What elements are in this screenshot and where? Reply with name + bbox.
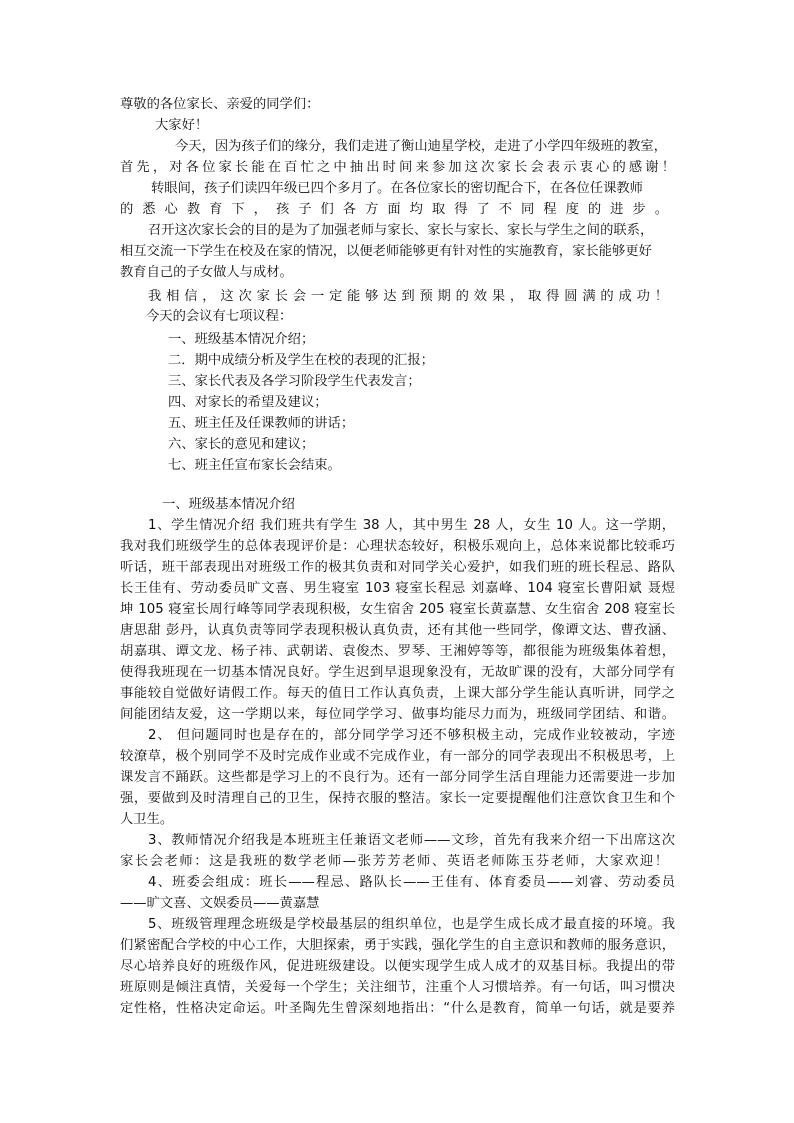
section-title: 一、班级基本情况介绍 <box>162 497 295 512</box>
agenda-item: 五、班主任及任课教师的讲话； <box>168 416 355 431</box>
body-line: 尽心培养良好的班级作风，促进班级建设。以便实现学生成人成才的双基目标。我提出的带 <box>120 959 675 974</box>
intro-line: 教育自己的子女做人与成材。 <box>120 265 293 280</box>
agenda-item: 四、对家长的希望及建议； <box>168 395 328 410</box>
body-line: 4、班委会组成：班长——程忌、路队长——王佳有、体育委员——刘睿、劳动委员 <box>148 875 675 890</box>
body-line: 人卫生。 <box>120 812 174 827</box>
intro-line: 今天，因为孩子们的缘分，我们走进了衡山迪星学校，走进了小学四年级班的教室， <box>175 139 667 154</box>
body-line: ——旷文喜、文娱委员——黄嘉慧 <box>120 896 320 911</box>
body-line: 班原则是倾注真情，关爱每一个学生；关注细节，注重个人习惯培养。有一句话，叫习惯决 <box>120 980 675 995</box>
body-line: 我对我们班级学生的总体表现评价是：心理状态较好，积极乐观向上，总体来说都比较乖巧 <box>120 539 675 554</box>
intro-line: 相互交流一下学生在校及在家的情况，以便老师能够更有针对性的实施教育，家长能够更好 <box>120 244 652 259</box>
body-line: 长王佳有、劳动委员旷文喜、男生寝室 103 寝室长程忌 刘嘉峰、104 寝室长曹阳斌 聂煜 <box>120 581 675 596</box>
body-line: 1、学生情况介绍 我们班共有学生 38 人，其中男生 28 人，女生 10 人。这一学期， <box>148 518 675 533</box>
body-line: 家长会老师：这是我班的数学老师—张芳芳老师、英语老师陈玉芬老师，大家欢迎！ <box>120 854 668 869</box>
body-line: 使得我班现在一切基本情况良好。学生迟到早退现象没有，无故旷课的没有，大部分同学有 <box>120 665 675 680</box>
agenda-item: 三、家长代表及各学习阶段学生代表发言； <box>168 374 421 389</box>
intro-line: 的悉心教育下，孩子们各方面均取得了不同程度的进步。 <box>120 202 668 217</box>
body-line: 5、班级管理理念班级是学校最基层的组织单位，也是学生成长成才最直接的环境。我 <box>148 917 675 932</box>
agenda-item: 六、家长的意见和建议； <box>168 437 315 452</box>
body-line: 事能较自觉做好请假工作。每天的值日工作认真负责，上课大部分学生能认真听讲，同学之 <box>120 686 675 701</box>
agenda-item: 二．期中成绩分析及学生在校的表现的汇报； <box>168 353 434 368</box>
body-line: 2、 但问题同时也是存在的，部分同学学习还不够积极主动，完成作业较被动，字迹 <box>148 728 675 743</box>
hello-line: 大家好！ <box>155 118 209 133</box>
intro-line: 首先，对各位家长能在百忙之中抽出时间来参加这次家长会表示衷心的感谢！ <box>120 160 675 175</box>
body-line: 定性格，性格决定命运。叶圣陶先生曾深刻地指出：“什么是教育，简单一句话，就是要养 <box>120 1001 675 1016</box>
intro-line: 召开这次家长会的目的是为了加强老师与家长、家长与家长、家长与学生之间的联系， <box>148 223 654 238</box>
body-line: 胡嘉琪、谭文龙、杨子祎、武朝诺、袁俊杰、罗琴、王湘婷等等，都很能为班级集体着想， <box>120 644 675 659</box>
body-line: 课发言不踊跃。这些都是学习上的不良行为。还有一部分同学生活自理能力还需要进一步加 <box>120 770 675 785</box>
body-line: 较潦草，极个别同学不及时完成作业或不完成作业，有一部分的同学表现出不积极思考，上 <box>120 749 675 764</box>
body-line: 间能团结友爱，这一学期以来，每位同学学习、做事均能尽力而为，班级同学团结、和谐。 <box>120 707 675 722</box>
agenda-item: 七、班主任宣布家长会结束。 <box>168 458 341 473</box>
body-line: 3、教师情况介绍我是本班班主任兼语文老师——文珍，首先有我来介绍一下出席这次 <box>148 833 675 848</box>
greeting-line: 尊敬的各位家长、亲爱的同学们： <box>120 97 320 112</box>
body-line: 听话，班干部表现出对班级工作的极其负责和对同学关心爱护，如我们班的班长程忌、路队 <box>120 560 675 575</box>
intro-line: 今天的会议有七项议程： <box>146 309 293 324</box>
agenda-item: 一、班级基本情况介绍； <box>168 332 315 347</box>
intro-line: 转眼间，孩子们读四年级已四个多月了。在各位家长的密切配合下，在各位任课教师 <box>151 181 643 196</box>
body-line: 们紧密配合学校的中心工作，大胆探索，勇于实践，强化学生的自主意识和教师的服务意识， <box>120 938 675 953</box>
body-line: 强，要做到及时清理自己的卫生，保持衣服的整洁。家长一定要提醒他们注意饮食卫生和个 <box>120 791 675 806</box>
body-line: 坤 105 寝室长周行峰等同学表现积极，女生宿舍 205 寝室长黄嘉慧、女生宿舍 208 寝室长 <box>120 602 675 617</box>
intro-line: 我相信，这次家长会一定能够达到预期的效果，取得圆满的成功！ <box>148 289 668 304</box>
body-line: 唐思甜 彭丹，认真负责等同学表现积极认真负责，还有其他一些同学，像谭文达、曹孜涵、 <box>120 623 675 638</box>
